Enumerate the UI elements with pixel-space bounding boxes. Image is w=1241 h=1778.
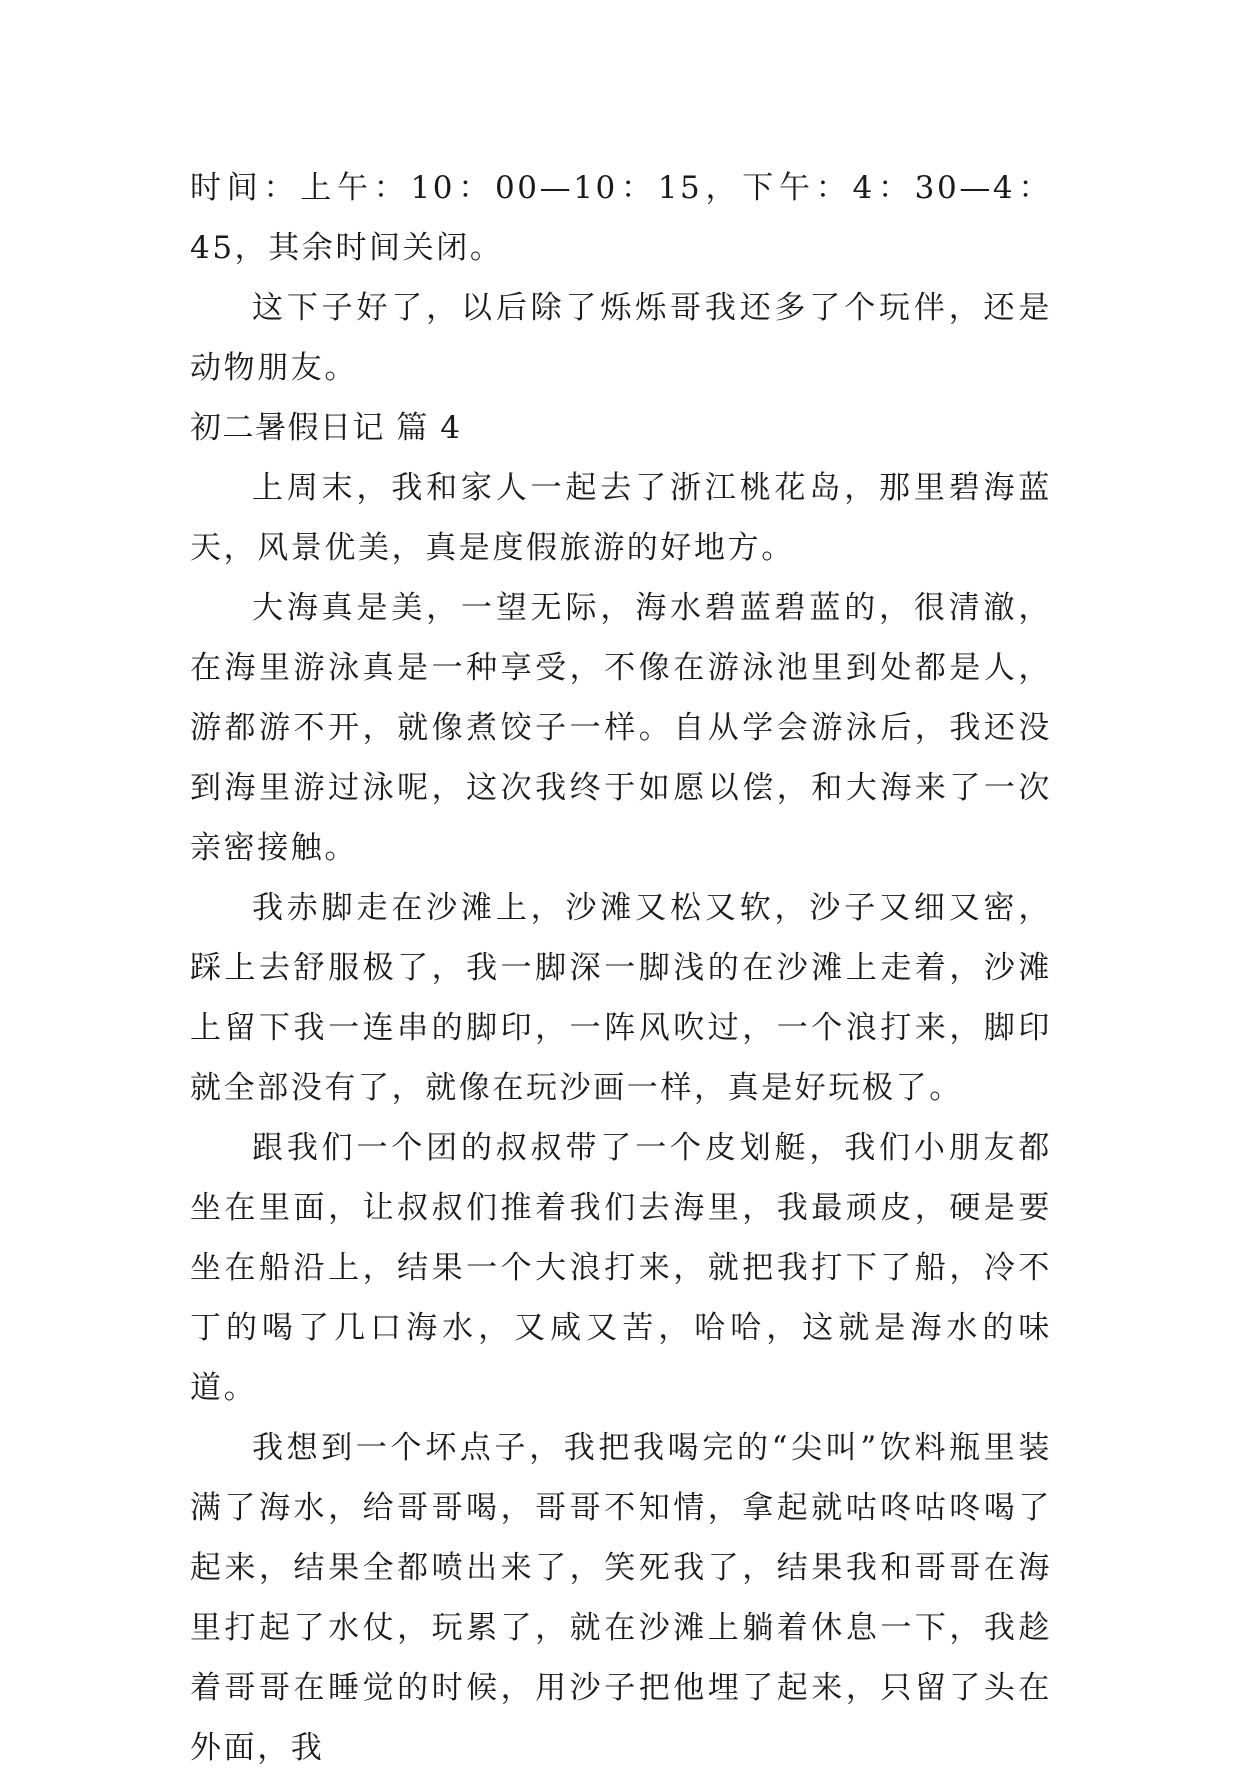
paragraph-kayak: 跟我们一个团的叔叔带了一个皮划艇，我们小朋友都坐在里面，让叔叔们推着我们去海里，我最顽皮，硬是要坐在船沿上，结果一个大浪打来，就把我打下了船，冷不丁的喝了几口海水，又咸又苦，哈哈，这就是海水的味道。 xyxy=(190,1130,1052,1406)
section-heading: 初二暑假日记 篇 4 xyxy=(190,410,462,446)
paragraph-schedule: 时间：上午：10：00—10：15，下午：4：30—4：45，其余时间关闭。 xyxy=(190,170,1052,266)
document-body xyxy=(190,158,1052,1778)
paragraph-prank: 我想到一个坏点子，我把我喝完的“尖叫”饮料瓶里装满了海水，给哥哥喝，哥哥不知情，拿起就咕咚咕咚喝了起来，结果全都喷出来了，笑死我了，结果我和哥哥在海里打起了水仗，玩累了，就在沙滩上躺着休息一下，我趁着哥哥在睡觉的时候，用沙子把他埋了起来，只留了头在外面，我 xyxy=(190,1430,1052,1766)
paragraph-beach-walk: 我赤脚走在沙滩上，沙滩又松又软，沙子又细又密，踩上去舒服极了，我一脚深一脚浅的在沙滩上走着，沙滩上留下我一连串的脚印，一阵风吹过，一个浪打来，脚印就全部没有了，就像在玩沙画一样，真是好玩极了。 xyxy=(190,890,1052,1106)
paragraph-sea-swim: 大海真是美，一望无际，海水碧蓝碧蓝的，很清澈，在海里游泳真是一种享受，不像在游泳池里到处都是人，游都游不开，就像煮饺子一样。自从学会游泳后，我还没到海里游过泳呢，这次我终于如愿以偿，和大海来了一次亲密接触。 xyxy=(190,590,1052,866)
paragraph-new-friend: 这下子好了，以后除了烁烁哥我还多了个玩伴，还是动物朋友。 xyxy=(190,290,1052,386)
paragraph-trip-intro: 上周末，我和家人一起去了浙江桃花岛，那里碧海蓝天，风景优美，真是度假旅游的好地方。 xyxy=(190,470,1052,566)
